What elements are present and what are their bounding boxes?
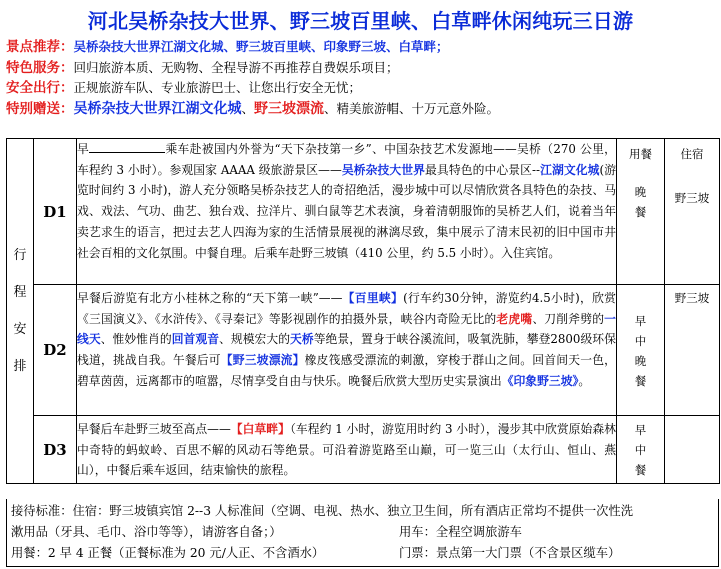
day-label: D3 <box>34 416 77 484</box>
meal-cell <box>617 416 665 484</box>
gift-red: 野三坡漂流 <box>254 100 325 117</box>
highlight-safety <box>6 78 721 99</box>
toiletries-note: 漱用品（牙具、毛巾、浴巾等等），请游客自备；） <box>11 525 282 539</box>
page-title: 河北吴桥杂技大世界、野三坡百里峡、白草畔休闲纯玩三日游 <box>87 9 634 33</box>
desc-text: 早 <box>77 142 90 156</box>
meal-char: 餐 <box>634 463 647 477</box>
desc-text: 早餐后游览有北方小桂林之称的“天下第一峡”—— <box>77 291 343 305</box>
spots-label: 景点推荐： <box>6 39 74 55</box>
footer-row-2 <box>11 522 714 543</box>
lodging-text: 野三坡 <box>674 191 710 205</box>
desc-highlight: 《印象野三坡》 <box>501 373 579 388</box>
desc-text: 乘车赴被国内外誉为“天下杂技第一乡”、中国杂技艺术发源地——吴桥（270 公里，车程约 3 小时）。参观国家 AAAA 级旅游景区—— <box>77 142 616 177</box>
desc-text: (行车约30分钟，游览约4.5小时)，欣赏《三国演义》、《水浒传》、《寻秦记》等影视剧作的拍摄外景，峡谷内奇险无比的 <box>77 291 616 326</box>
day-description <box>77 139 617 285</box>
desc-text: 橡皮筏感受漂流的刺激，穿梭于群山之间。回首间天一色，碧草茵茵，远离都市的喧嚣，尽情享受自由与快乐。晚餐后欣赏大型历史实景演出 <box>77 353 616 388</box>
day-description <box>77 416 617 484</box>
meal-char: 早 <box>634 314 647 328</box>
safety-text: 正规旅游车队、专业旅游巴士、让您出行安全无忧； <box>73 80 362 95</box>
meal-cell <box>617 139 665 285</box>
lodging-cell <box>665 416 720 484</box>
gift-label: 特别赠送： <box>6 100 74 117</box>
desc-highlight: 老虎嘴 <box>496 311 533 326</box>
reception-standards <box>6 499 719 567</box>
desc-text: 早餐后车赴野三坡至高点—— <box>77 422 231 436</box>
day-label: D2 <box>34 285 77 416</box>
footer-row-3 <box>11 543 714 564</box>
side-char-3: 安 <box>13 322 27 337</box>
desc-text: （车程约 1 小时，游览用时约 3 小时），漫步其中欣赏原始森林中奇特的蚂蚁岭、百思不解的风动石等绝景。可沿着游览路至山巅，可一览三山（太行山、恒山、燕山），中餐后乘车返回，结束愉快的旅程。 <box>77 422 616 478</box>
meal-char: 早 <box>634 423 647 437</box>
desc-highlight: 【百里峡】 <box>342 291 404 305</box>
desc-text: 等绝景，置身于峡谷溪流间，吸氧洗肺，攀登2800级环保栈道，挑战自我。午餐后可 <box>77 332 616 368</box>
meal-char: 晚 <box>634 185 647 199</box>
service-text: 回归旅游本质、无购物、全程导游不再推荐自费娱乐项目； <box>73 59 399 75</box>
side-char-2: 程 <box>13 285 27 300</box>
desc-text: 、规模宏大的 <box>219 332 291 347</box>
lodging-text: 野三坡 <box>674 291 710 305</box>
gift-sep: 、 <box>241 100 255 116</box>
meal-standard: 用餐：2 早 4 正餐（正餐标准为 20 元/人正、不含酒水） <box>11 546 325 560</box>
desc-highlight: 吴桥杂技大世界 <box>341 162 426 177</box>
desc-highlight: 【野三坡漂流】 <box>220 353 305 368</box>
gift-rest: 、精美旅游帽、十万元意外险。 <box>324 100 500 116</box>
desc-text: (游览时间约 3 小时)，游人充分领略吴桥杂技艺人的奇招绝活，漫步城中可以尽情欣赏各具特色的杂技、马戏、戏法、气功、曲艺、独台戏、拉洋片、驯白鼠等艺术表演，身着清朝服饰的吴桥艺人们，说着当年卖艺求生的语言，把过去艺人四海为家的生活情景展视的淋漓尽致，集中展示了清末民初的旧中国市井社会百相的文化氛围。中餐自理。后乘车赴野三坡镇（410 公里，约 5.5 小时）。入住宾馆。 <box>77 162 616 260</box>
gift-blue: 吴桥杂技大世界江湖文化城 <box>73 100 242 117</box>
day-description <box>77 285 617 416</box>
meal-char: 餐 <box>634 374 647 388</box>
desc-highlight: 【白草畔】 <box>230 422 290 436</box>
day-row-2 <box>7 285 720 416</box>
desc-text: 、刀削斧劈的 <box>532 311 605 326</box>
desc-highlight: 回首观音 <box>171 332 220 347</box>
desc-highlight: 天桥 <box>290 332 314 347</box>
meal-char: 中 <box>634 443 647 457</box>
meal-header: 用餐 <box>629 147 652 161</box>
itinerary-side-label <box>7 139 34 484</box>
highlights <box>6 37 721 119</box>
highlight-spots <box>6 37 721 58</box>
lodging-header: 住宿 <box>680 147 704 161</box>
highlight-service <box>6 58 721 79</box>
day-label: D1 <box>34 139 77 285</box>
side-char-1: 行 <box>13 248 27 263</box>
lodging-standard: 接待标准：住宿：野三坡镇宾馆 2--3 人标准间（空调、电视、热水、独立卫生间，所有酒店正常均不提供一次性洗 <box>11 504 634 518</box>
safety-label: 安全出行： <box>6 80 74 96</box>
service-label: 特色服务： <box>6 59 74 76</box>
side-char-4: 排 <box>13 359 27 374</box>
spots-text: 吴桥杂技大世界江湖文化城、野三坡百里峡、印象野三坡、白草畔； <box>73 39 449 54</box>
desc-text: 最具特色的中心景区-- <box>425 162 540 177</box>
desc-highlight: 江湖文化城 <box>539 162 600 177</box>
time-blank <box>89 140 165 153</box>
desc-text: 、惟妙惟肖的 <box>100 332 172 347</box>
lodging-cell <box>665 285 720 416</box>
day-row-1 <box>7 139 720 285</box>
meal-char: 餐 <box>634 205 647 219</box>
vehicle-standard: 用车：全程空调旅游车 <box>399 525 522 539</box>
itinerary-table <box>6 138 720 484</box>
desc-highlight: 一线天 <box>77 311 616 347</box>
meal-char: 晚 <box>634 354 647 368</box>
day-row-3 <box>7 416 720 484</box>
footer-row-1 <box>11 501 714 522</box>
meal-char: 中 <box>634 334 647 348</box>
lodging-cell <box>665 139 720 285</box>
highlight-gift <box>6 99 721 120</box>
desc-text: 。 <box>578 373 591 388</box>
ticket-standard: 门票：景点第一大门票（不含景区缆车） <box>399 546 621 560</box>
meal-cell <box>617 285 665 416</box>
